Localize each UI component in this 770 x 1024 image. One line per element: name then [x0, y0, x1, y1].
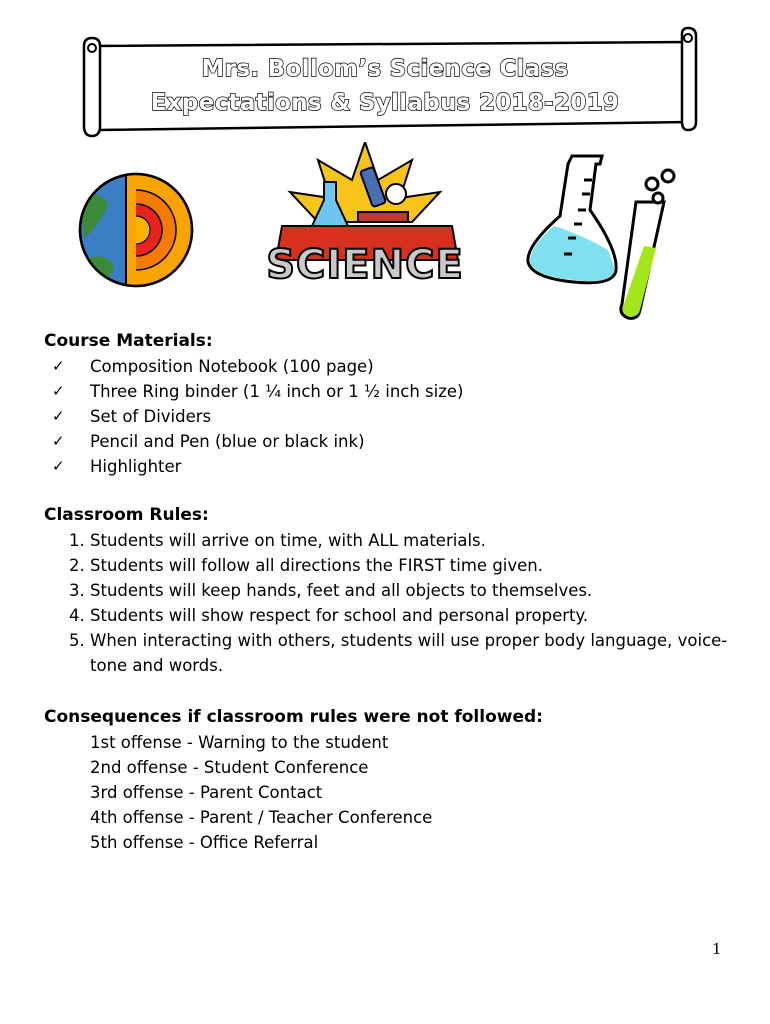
list-item: 2nd offense - Student Conference [90, 758, 369, 777]
list-item: ✓ Composition Notebook (100 page) [52, 354, 744, 379]
course-materials-heading: Course Materials: [44, 331, 213, 351]
checkmark-icon: ✓ [52, 432, 65, 450]
title-line-1: Mrs. Bollom’s Science Class [201, 56, 569, 82]
consequences-section [44, 705, 744, 855]
list-item: 3. Students will keep hands, feet and all objects to themselves. [90, 578, 744, 603]
classroom-rules-list [44, 528, 744, 678]
page-number: 1 [712, 940, 722, 958]
checkmark-icon: ✓ [52, 357, 65, 375]
consequences-heading: Consequences if classroom rules were not followed: [44, 707, 543, 727]
title-line-2: Expectations & Syllabus 2018-2019 [150, 90, 620, 116]
course-materials-section [44, 329, 744, 479]
list-item: 5th offense - Office Referral [90, 833, 319, 852]
list-item: ✓ Pencil and Pen (blue or black ink) [52, 429, 744, 454]
checkmark-icon: ✓ [52, 382, 65, 400]
list-item: 1st offense - Warning to the student [90, 733, 389, 752]
checkmark-icon: ✓ [52, 407, 65, 425]
classroom-rules-section [44, 503, 744, 678]
flask-and-test-tube-image [520, 150, 688, 322]
classroom-rules-heading: Classroom Rules: [44, 505, 209, 525]
science-logo-image [262, 142, 468, 282]
list-item: 3rd offense - Parent Contact [90, 783, 323, 802]
course-materials-list [44, 354, 744, 479]
checkmark-icon: ✓ [52, 457, 65, 475]
list-item: ✓ Three Ring binder (1 ¼ inch or 1 ½ inch size) [52, 379, 744, 404]
list-item: ✓ Set of Dividers [52, 404, 744, 429]
earth-cross-section-image [78, 168, 194, 292]
science-logo-text: SCIENCE [266, 242, 464, 282]
list-item: ✓ Highlighter [52, 454, 744, 479]
list-item: 2. Students will follow all directions the FIRST time given. [90, 553, 744, 578]
list-item: 5. When interacting with others, students will use proper body language, voice-tone and words. [90, 628, 744, 678]
list-item: 4th offense - Parent / Teacher Conference [90, 808, 433, 827]
title-banner [78, 26, 702, 138]
list-item: 4. Students will show respect for school and personal property. [90, 603, 744, 628]
consequences-list [44, 730, 744, 855]
list-item: 1. Students will arrive on time, with ALL materials. [90, 528, 744, 553]
